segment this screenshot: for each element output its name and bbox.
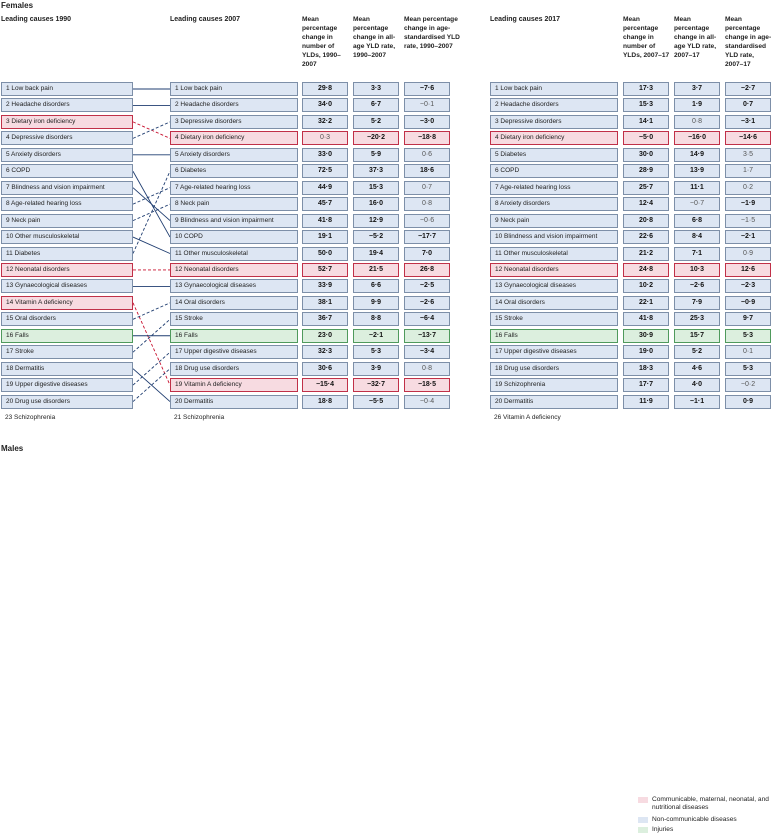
female-value-1990-2007-r12-c3: 26·8 (404, 263, 450, 277)
female-value-2007-2017-r6-c2: 13·9 (674, 164, 720, 178)
female-value-2007-2017-r16-c3: 5·3 (725, 329, 771, 343)
female-value-2007-2017-r11-c2: 7·1 (674, 247, 720, 261)
female-rank-1990-6: 6 COPD (1, 164, 133, 178)
female-rank-2007-2: 2 Headache disorders (170, 98, 298, 112)
female-value-2007-2017-r13-c2: −2·6 (674, 279, 720, 293)
female-value-1990-2007-r2-c1: 34·0 (302, 98, 348, 112)
female-rank-2007-19: 19 Vitamin A deficiency (170, 378, 298, 392)
female-value-1990-2007-r16-c1: 23·0 (302, 329, 348, 343)
female-value-2007-2017-r4-c3: −14·6 (725, 131, 771, 145)
female-rank-2007-15: 15 Stroke (170, 312, 298, 326)
female-value-1990-2007-r14-c3: −2·6 (404, 296, 450, 310)
female-value-1990-2007-r4-c2: −20·2 (353, 131, 399, 145)
female-rank-1990-3: 3 Dietary iron deficiency (1, 115, 133, 129)
female-rank-1990-5: 5 Anxiety disorders (1, 148, 133, 162)
female-rank-2017-20: 20 Dermatitis (490, 395, 618, 409)
female-value-2007-2017-r20-c1: 11·9 (623, 395, 669, 409)
female-value-1990-2007-r4-c3: −18·8 (404, 131, 450, 145)
header-leading-causes-2017: Leading causes 2017 (490, 16, 561, 23)
female-value-1990-2007-r4-c1: 0·3 (302, 131, 348, 145)
female-value-2007-2017-r12-c2: 10·3 (674, 263, 720, 277)
female-value-1990-2007-r19-c2: −32·7 (353, 378, 399, 392)
female-rank-2007-13: 13 Gynaecological diseases (170, 279, 298, 293)
female-value-1990-2007-r17-c1: 32·3 (302, 345, 348, 359)
female-value-2007-2017-r14-c1: 22·1 (623, 296, 669, 310)
legend-swatch-noncommunicable (638, 817, 648, 823)
female-value-1990-2007-r7-c2: 15·3 (353, 181, 399, 195)
female-value-1990-2007-r1-c1: 29·8 (302, 82, 348, 96)
female-rank-2007-10: 10 COPD (170, 230, 298, 244)
female-value-2007-2017-r5-c3: 3·5 (725, 148, 771, 162)
female-rank-2017-11: 11 Other musculoskeletal (490, 247, 618, 261)
header-pct-change-number-1990-2007: Mean percentage change in number of YLDs, 1990–2007 (302, 16, 341, 68)
legend-label-communicable: Communicable, maternal, neonatal, and nutritional diseases (652, 796, 769, 811)
female-rank-1990-7: 7 Blindness and vision impairment (1, 181, 133, 195)
female-rank-2017-18: 18 Drug use disorders (490, 362, 618, 376)
header-pct-change-agestd-2007-2017: Mean percentage change in age-standardised YLD rate, 2007–17 (725, 16, 772, 68)
female-value-2007-2017-r5-c2: 14·9 (674, 148, 720, 162)
female-value-1990-2007-r8-c2: 16·0 (353, 197, 399, 211)
female-value-1990-2007-r10-c1: 19·1 (302, 230, 348, 244)
female-rank-1990-10: 10 Other musculoskeletal (1, 230, 133, 244)
female-value-1990-2007-r18-c2: 3·9 (353, 362, 399, 376)
female-value-2007-2017-r2-c1: 15·3 (623, 98, 669, 112)
female-link-1990-2007-14 (133, 303, 170, 385)
female-extra-1990: 23 Schizophrenia (5, 414, 56, 421)
female-value-2007-2017-r20-c2: −1·1 (674, 395, 720, 409)
female-value-2007-2017-r9-c2: 6·8 (674, 214, 720, 228)
female-rank-1990-8: 8 Age-related hearing loss (1, 197, 133, 211)
female-value-1990-2007-r6-c2: 37·3 (353, 164, 399, 178)
female-link-1990-2007-8 (133, 188, 170, 204)
header-pct-change-allage-1990-2007: Mean percentage change in all-age YLD rate, 1990–2007 (353, 16, 396, 59)
female-rank-2007-12: 12 Neonatal disorders (170, 263, 298, 277)
female-rank-2017-14: 14 Oral disorders (490, 296, 618, 310)
female-value-2007-2017-r18-c1: 18·3 (623, 362, 669, 376)
female-rank-2007-18: 18 Drug use disorders (170, 362, 298, 376)
legend-swatch-communicable (638, 797, 648, 803)
female-value-2007-2017-r20-c3: 0·9 (725, 395, 771, 409)
female-value-1990-2007-r13-c3: −2·5 (404, 279, 450, 293)
female-value-1990-2007-r3-c2: 5·2 (353, 115, 399, 129)
female-rank-2007-20: 20 Dermatitis (170, 395, 298, 409)
header-pct-change-number-2007-2017: Mean percentage change in number of YLDs, 2007–17 (623, 16, 670, 59)
female-link-1990-2007-15 (133, 303, 170, 319)
female-rank-2007-3: 3 Depressive disorders (170, 115, 298, 129)
female-value-1990-2007-r3-c1: 32·2 (302, 115, 348, 129)
female-value-1990-2007-r17-c2: 5·3 (353, 345, 399, 359)
female-value-2007-2017-r12-c3: 12·6 (725, 263, 771, 277)
female-value-1990-2007-r12-c2: 21·5 (353, 263, 399, 277)
female-value-1990-2007-r17-c3: −3·4 (404, 345, 450, 359)
female-value-2007-2017-r14-c3: −0·9 (725, 296, 771, 310)
female-rank-1990-12: 12 Neonatal disorders (1, 263, 133, 277)
female-rank-2007-14: 14 Oral disorders (170, 296, 298, 310)
female-rank-2007-11: 11 Other musculoskeletal (170, 247, 298, 261)
female-value-2007-2017-r6-c3: 1·7 (725, 164, 771, 178)
female-rank-2017-1: 1 Low back pain (490, 82, 618, 96)
female-value-1990-2007-r12-c1: 52·7 (302, 263, 348, 277)
female-value-1990-2007-r9-c1: 41·8 (302, 214, 348, 228)
female-value-2007-2017-r19-c2: 4·0 (674, 378, 720, 392)
female-value-1990-2007-r20-c1: 18·8 (302, 395, 348, 409)
panel-title-males: Males (1, 444, 24, 453)
female-rank-1990-17: 17 Stroke (1, 345, 133, 359)
female-rank-2017-17: 17 Upper digestive diseases (490, 345, 618, 359)
female-value-2007-2017-r7-c1: 25·7 (623, 181, 669, 195)
female-link-1990-2007-19 (133, 352, 170, 385)
female-value-1990-2007-r19-c3: −18·5 (404, 378, 450, 392)
female-extra-2007: 21 Schizophrenia (174, 414, 225, 421)
female-value-2007-2017-r16-c1: 30·9 (623, 329, 669, 343)
female-rank-2007-5: 5 Anxiety disorders (170, 148, 298, 162)
female-value-1990-2007-r14-c2: 9·9 (353, 296, 399, 310)
female-rank-2017-3: 3 Depressive disorders (490, 115, 618, 129)
legend-label-injuries: Injuries (652, 826, 674, 833)
female-rank-2017-12: 12 Neonatal disorders (490, 263, 618, 277)
female-value-1990-2007-r9-c2: 12·9 (353, 214, 399, 228)
female-value-1990-2007-r19-c1: −15·4 (302, 378, 348, 392)
header-leading-causes-1990: Leading causes 1990 (1, 16, 72, 23)
female-rank-2017-9: 9 Neck pain (490, 214, 618, 228)
female-value-2007-2017-r9-c1: 20·8 (623, 214, 669, 228)
female-value-1990-2007-r20-c2: −5·5 (353, 395, 399, 409)
female-link-1990-2007-7 (133, 188, 170, 221)
female-value-2007-2017-r15-c3: 9·7 (725, 312, 771, 326)
female-value-1990-2007-r5-c3: 0·6 (404, 148, 450, 162)
female-rank-2017-13: 13 Gynaecological diseases (490, 279, 618, 293)
female-rank-1990-19: 19 Upper digestive diseases (1, 378, 133, 392)
female-rank-2007-4: 4 Dietary iron deficiency (170, 131, 298, 145)
female-rank-2007-17: 17 Upper digestive diseases (170, 345, 298, 359)
female-value-1990-2007-r13-c2: 6·6 (353, 279, 399, 293)
legend-label-noncommunicable: Non-communicable diseases (652, 816, 737, 823)
female-rank-2007-1: 1 Low back pain (170, 82, 298, 96)
female-value-2007-2017-r15-c2: 25·3 (674, 312, 720, 326)
female-value-2007-2017-r7-c2: 11·1 (674, 181, 720, 195)
female-value-1990-2007-r8-c3: 0·8 (404, 197, 450, 211)
female-rank-2017-6: 6 COPD (490, 164, 618, 178)
female-rank-2017-15: 15 Stroke (490, 312, 618, 326)
header-leading-causes-2007: Leading causes 2007 (170, 16, 241, 23)
header-pct-change-agestd-1990-2007: Mean percentage change in age-standardised YLD rate, 1990–2007 (404, 16, 460, 50)
female-value-2007-2017-r15-c1: 41·8 (623, 312, 669, 326)
female-value-1990-2007-r7-c1: 44·9 (302, 181, 348, 195)
female-value-2007-2017-r17-c3: 0·1 (725, 345, 771, 359)
female-value-2007-2017-r10-c2: 8·4 (674, 230, 720, 244)
female-value-1990-2007-r15-c2: 8·8 (353, 312, 399, 326)
female-rank-1990-11: 11 Diabetes (1, 247, 133, 261)
female-value-1990-2007-r13-c1: 33·9 (302, 279, 348, 293)
female-value-1990-2007-r6-c3: 18·6 (404, 164, 450, 178)
female-rank-2017-7: 7 Age-related hearing loss (490, 181, 618, 195)
female-value-2007-2017-r13-c3: −2·3 (725, 279, 771, 293)
female-value-2007-2017-r1-c1: 17·3 (623, 82, 669, 96)
female-value-2007-2017-r19-c3: −0·2 (725, 378, 771, 392)
female-value-2007-2017-r1-c2: 3·7 (674, 82, 720, 96)
female-value-2007-2017-r19-c1: 17·7 (623, 378, 669, 392)
female-value-1990-2007-r16-c2: −2·1 (353, 329, 399, 343)
female-value-1990-2007-r6-c1: 72·5 (302, 164, 348, 178)
female-value-2007-2017-r18-c2: 4·6 (674, 362, 720, 376)
female-value-2007-2017-r11-c3: 0·9 (725, 247, 771, 261)
female-rank-1990-20: 20 Drug use disorders (1, 395, 133, 409)
female-value-2007-2017-r7-c3: 0·2 (725, 181, 771, 195)
female-rank-2017-2: 2 Headache disorders (490, 98, 618, 112)
female-value-2007-2017-r17-c2: 5·2 (674, 345, 720, 359)
female-value-1990-2007-r10-c2: −5·2 (353, 230, 399, 244)
female-rank-1990-4: 4 Depressive disorders (1, 131, 133, 145)
female-value-1990-2007-r3-c3: −3·0 (404, 115, 450, 129)
female-value-2007-2017-r3-c1: 14·1 (623, 115, 669, 129)
female-value-1990-2007-r20-c3: −0·4 (404, 395, 450, 409)
female-value-2007-2017-r13-c1: 10·2 (623, 279, 669, 293)
female-value-1990-2007-r10-c3: −17·7 (404, 230, 450, 244)
female-rank-2007-6: 6 Diabetes (170, 164, 298, 178)
female-rank-1990-15: 15 Oral disorders (1, 312, 133, 326)
female-rank-1990-13: 13 Gynaecological diseases (1, 279, 133, 293)
female-value-2007-2017-r10-c1: 22·6 (623, 230, 669, 244)
female-rank-2017-5: 5 Diabetes (490, 148, 618, 162)
female-link-1990-2007-10 (133, 237, 170, 253)
female-rank-1990-9: 9 Neck pain (1, 214, 133, 228)
female-value-1990-2007-r15-c3: −6·4 (404, 312, 450, 326)
header-pct-change-allage-2007-2017: Mean percentage change in all-age YLD rate, 2007–17 (674, 16, 717, 59)
female-value-1990-2007-r18-c3: 0·8 (404, 362, 450, 376)
female-value-2007-2017-r2-c3: 0·7 (725, 98, 771, 112)
female-value-2007-2017-r2-c2: 1·9 (674, 98, 720, 112)
female-value-2007-2017-r11-c1: 21·2 (623, 247, 669, 261)
female-value-2007-2017-r1-c3: −2·7 (725, 82, 771, 96)
female-rank-2017-10: 10 Blindness and vision impairment (490, 230, 618, 244)
female-rank-2007-7: 7 Age-related hearing loss (170, 181, 298, 195)
female-value-1990-2007-r8-c1: 45·7 (302, 197, 348, 211)
female-extra-2017: 26 Vitamin A deficiency (494, 414, 561, 421)
female-value-2007-2017-r14-c2: 7·9 (674, 296, 720, 310)
female-rank-1990-2: 2 Headache disorders (1, 98, 133, 112)
female-value-2007-2017-r5-c1: 30·0 (623, 148, 669, 162)
female-value-2007-2017-r4-c2: −16·0 (674, 131, 720, 145)
female-rank-2017-4: 4 Dietary iron deficiency (490, 131, 618, 145)
female-value-1990-2007-r11-c1: 50·0 (302, 247, 348, 261)
female-value-1990-2007-r5-c1: 33·0 (302, 148, 348, 162)
legend-swatch-injuries (638, 827, 648, 833)
female-rank-2007-9: 9 Blindness and vision impairment (170, 214, 298, 228)
female-rank-2007-8: 8 Neck pain (170, 197, 298, 211)
female-value-2007-2017-r8-c3: −1·9 (725, 197, 771, 211)
female-value-1990-2007-r7-c3: 0·7 (404, 181, 450, 195)
female-rank-2007-16: 16 Falls (170, 329, 298, 343)
female-value-2007-2017-r8-c2: −0·7 (674, 197, 720, 211)
female-value-1990-2007-r2-c2: 6·7 (353, 98, 399, 112)
female-value-2007-2017-r16-c2: 15·7 (674, 329, 720, 343)
female-value-1990-2007-r14-c1: 38·1 (302, 296, 348, 310)
female-value-2007-2017-r8-c1: 12·4 (623, 197, 669, 211)
female-value-2007-2017-r3-c3: −3·1 (725, 115, 771, 129)
female-value-1990-2007-r15-c1: 36·7 (302, 312, 348, 326)
female-value-1990-2007-r11-c3: 7·0 (404, 247, 450, 261)
female-rank-2017-16: 16 Falls (490, 329, 618, 343)
female-value-2007-2017-r18-c3: 5·3 (725, 362, 771, 376)
female-rank-1990-18: 18 Dermatitis (1, 362, 133, 376)
panel-title-females: Females (1, 1, 34, 10)
female-value-2007-2017-r3-c2: 0·8 (674, 115, 720, 129)
female-value-1990-2007-r11-c2: 19·4 (353, 247, 399, 261)
female-rank-1990-14: 14 Vitamin A deficiency (1, 296, 133, 310)
female-value-2007-2017-r12-c1: 24·8 (623, 263, 669, 277)
female-value-1990-2007-r18-c1: 30·6 (302, 362, 348, 376)
female-value-1990-2007-r1-c2: 3·3 (353, 82, 399, 96)
female-rank-2017-8: 8 Anxiety disorders (490, 197, 618, 211)
female-link-1990-2007-11 (133, 171, 170, 253)
female-value-2007-2017-r10-c3: −2·1 (725, 230, 771, 244)
female-value-1990-2007-r2-c3: −0·1 (404, 98, 450, 112)
female-rank-2017-19: 19 Schizophrenia (490, 378, 618, 392)
female-value-1990-2007-r16-c3: −13·7 (404, 329, 450, 343)
female-value-2007-2017-r6-c1: 28·9 (623, 164, 669, 178)
female-rank-1990-16: 16 Falls (1, 329, 133, 343)
female-value-2007-2017-r9-c3: −1·5 (725, 214, 771, 228)
female-value-1990-2007-r5-c2: 5·9 (353, 148, 399, 162)
female-value-2007-2017-r17-c1: 19·0 (623, 345, 669, 359)
female-value-2007-2017-r4-c1: −5·0 (623, 131, 669, 145)
female-value-1990-2007-r9-c3: −0·6 (404, 214, 450, 228)
female-value-1990-2007-r1-c3: −7·6 (404, 82, 450, 96)
female-rank-1990-1: 1 Low back pain (1, 82, 133, 96)
